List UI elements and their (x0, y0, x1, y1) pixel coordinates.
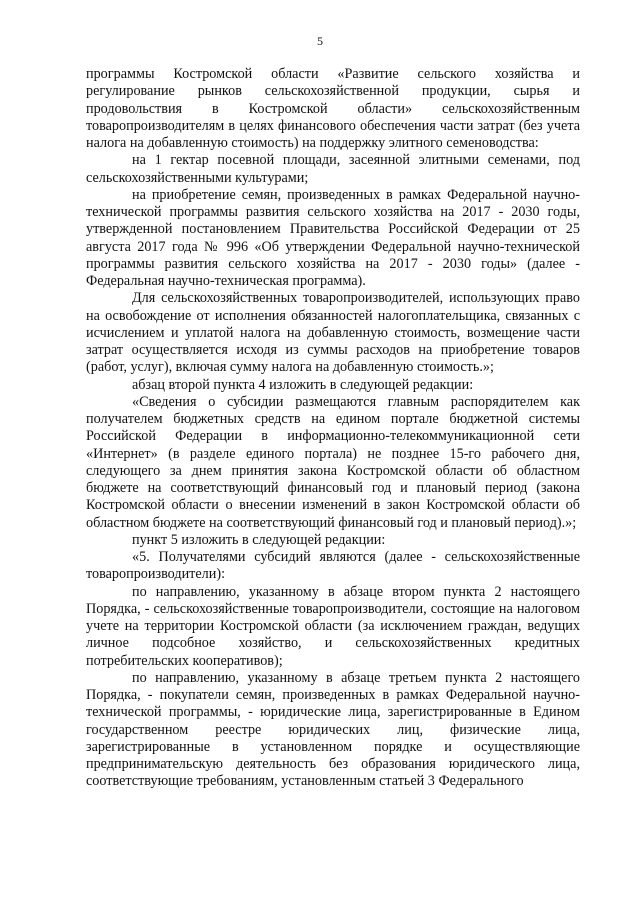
paragraph-5: абзац второй пункта 4 изложить в следующей редакции: (132, 376, 474, 393)
paragraph-6: «Сведения о субсидии размещаются главным распорядителем как получателем бюджетных средств на едином портале бюджетной системы Российской Федерации в информационно-телекоммуникационной сети «Интернет» (в разделе единого портала) не позднее 15-го рабочего дня, следующего за днем принятия закона Костромской области об областном бюджете на соответствующий финансовый год и плановый период (закона Костромской области о внесении изменений в закон Костромской области об областном бюджете на соответствующий финансовый год и плановый период).»; (86, 393, 580, 531)
page-number: 5 (317, 34, 323, 48)
paragraph-1: программы Костромской области «Развитие сельского хозяйства и регулирование рынков сельскохозяйственной продукции, сырья и продовольствия в Костромской области» сельскохозяйственным товаропроизводителям в целях финансового обеспечения части затрат (без учета налога на добавленную стоимость) на поддержку элитного семеноводства: (86, 66, 580, 151)
document-body (86, 66, 580, 791)
paragraph-2: на 1 гектар посевной площади, засеянной элитными семенами, под сельскохозяйственными культурами; (86, 152, 580, 186)
paragraph-3: на приобретение семян, произведенных в рамках Федеральной научно-технической программы развития сельского хозяйства на 2017 - 2030 годы, утвержденной постановлением Правительства Российской Федерации от 25 августа 2017 года № 996 «Об утверждении Федеральной научно-технической программы развития сельского хозяйства на 2017 - 2030 годы» (далее - Федеральная научно-техническая программа). (86, 186, 580, 289)
paragraph-10: по направлению, указанному в абзаце третьем пункта 2 настоящего Порядка, - покупатели семян, произведенных в рамках Федеральной научно-технической программы, - юридические лица, зарегистрированные в Едином государственном реестре юридических лиц, физические лица, зарегистрированные в установленном порядке и осуществляющие предпринимательскую деятельность без образования юридического лица, соответствующие требованиям, установленным статьей 3 Федерального (86, 669, 580, 790)
paragraph-8: «5. Получателями субсидий являются (далее - сельскохозяйственные товаропроизводители): (86, 549, 580, 583)
paragraph-9: по направлению, указанному в абзаце втором пункта 2 настоящего Порядка, - сельскохозяйственные товаропроизводители, состоящие на налоговом учете на территории Костромской области (за исключением граждан, ведущих личное подсобное хозяйство, и сельскохозяйственных кредитных потребительских кооперативов); (86, 583, 580, 669)
paragraph-4: Для сельскохозяйственных товаропроизводителей, использующих право на освобождение от исполнения обязанностей налогоплательщика, связанных с исчислением и уплатой налога на добавленную стоимость, возмещение части затрат осуществляется исходя из суммы расходов на приобретение товаров (работ, услуг), включая сумму налога на добавленную стоимость.»; (86, 290, 580, 376)
paragraph-7: пункт 5 изложить в следующей редакции: (132, 531, 386, 548)
